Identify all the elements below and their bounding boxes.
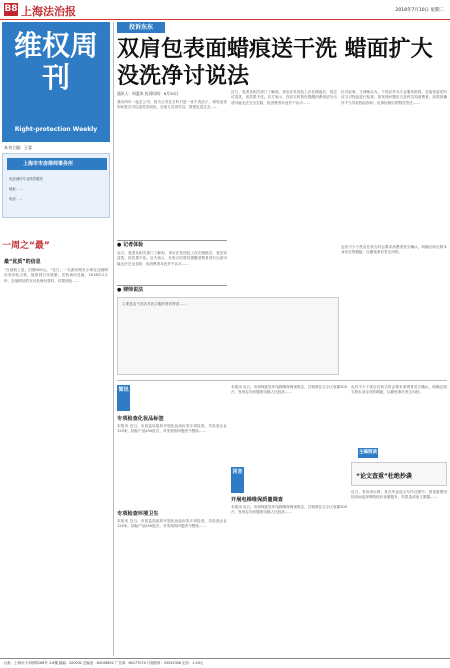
echo-tag: 回音	[231, 467, 244, 493]
article-column-3: 针对此事，王律师认为，干洗店作为专业服务机构，在接受委托时应当对物品进行检查，如发现问题应当及时告知消费者。如果因操作不当导致物品损坏，应承担相应的赔偿责任……	[341, 90, 447, 105]
lawyer-quote-box	[117, 297, 339, 375]
weekly-title: 维权周刊	[13, 29, 98, 94]
ad-slogan: 优质诚信专业高效服务	[9, 177, 43, 181]
editor-headline: “论文查重”杜绝抄袭	[356, 473, 412, 480]
law-firm-ad	[2, 153, 110, 218]
week-best-text: “在那航上是，旧额400元。”近日，一名游民网友小琦在瓦晓网站发布帖文称，他的到日本旅游。在机场向兑换，2018年2月份，在他网站的支付处理付款时，结果到处……	[4, 268, 108, 283]
article-intro: 我有四年一起去公司，因为公司在当时只是一家干洗店子，到电话里询问是否可以清洗双肩包，店里人员说可以，我把包送过去……	[117, 100, 227, 110]
brief-text-2: 本报讯 近日，市质监局组织开展化妆品标签专项检查，共检查企业120家，抽检产品450批次，对发现的问题责令整改……	[117, 519, 227, 529]
section-reporter: ● 记者体验	[117, 240, 227, 249]
weekly-title-block	[2, 22, 110, 142]
brief-text-1: 本报讯 近日，市质监局组织开展化妆品标签专项检查，共检查企业120家，抽检产品450批次，对发现的问题责令整改……	[117, 424, 227, 434]
mid-text-1: 本报讯 近日，市消保委发布电梯维保调查报告，共调查住宅小区电梯300台，发现存在问题的电梯占比较高……	[231, 385, 347, 395]
week-best-subtitle: 最“优质”的信息	[4, 259, 41, 265]
column-kicker: 投诉东东	[117, 22, 165, 33]
ad-phone: 电话：...	[9, 197, 23, 201]
page-number: B8	[4, 4, 18, 14]
editor-headline-box	[351, 462, 447, 486]
sidebar-divider	[113, 22, 114, 656]
weekly-subtitle: Right-protection Weekly	[14, 126, 98, 133]
article-column-2: 近日，笔者从相关部门了解到，该店在发现包上存在蜡痕后，曾尝试清洗，但效果不佳。店方表示，在收衣时曾经提醒消费者部分污渍可能无法完全去除，但消费者对此并不认可……	[231, 90, 337, 105]
horizontal-divider	[117, 380, 447, 381]
issue-date: 2018年7月10日 星期二	[395, 8, 444, 13]
brief-tag: 简讯	[117, 385, 130, 411]
lawyer-quote: 主要是由干洗店对此衣服的材料等质……	[122, 302, 187, 306]
ad-title: 上海市市房律师事务所	[7, 158, 107, 170]
main-headline: 双肩包表面蜡痕送干洗 蜡面扩大没洗净讨说法	[117, 36, 433, 89]
week-best-header: 一周之“最”	[2, 241, 50, 251]
newspaper-logo: 上海法治报	[21, 5, 76, 18]
lawyer-text: 也有不少干洗店在收衣时会要求消费者签字确认，明确注明衣物本身存在的瑕疵，以避免事后发生纠纷。	[341, 245, 447, 255]
section-lawyer: ● 律师说法	[117, 285, 227, 294]
mid-text-2: 本报讯 近日，市消保委发布电梯维保调查报告，共调查住宅小区电梯300台，发现存在问题的电梯占比较高……	[231, 505, 347, 515]
mid-headline-1: 开展电梯维保质量调查	[231, 497, 283, 503]
ad-address: 地址：...	[9, 187, 23, 191]
page-footer: 社址：上海市小木桥路268号 3-6楼 邮编：200032 总编室：64108852 广告部：64177074 订阅热线：20552356 定价：1.50元	[0, 658, 450, 668]
masthead	[0, 0, 450, 20]
editor-reading-tag: 主编阅读	[358, 448, 378, 458]
article-byline: 通讯人：周惠来 投诉时间：6月20日	[117, 91, 179, 96]
brief-headline-1: 专项检查化妆品标签	[117, 416, 164, 422]
right-text-1: 也有不少干洗店在收衣时会要求消费者签字确认，明确注明衣物本身存在的瑕疵，以避免事后发生纠纷。	[351, 385, 447, 395]
brief-headline-2: 专项检查环境卫生	[117, 511, 159, 517]
editor-text: 近日，有读者反映，其在毕业论文写作过程中，因查重费用较高而选择网络低价查重服务，结果造成论文泄露……	[351, 490, 447, 500]
weekly-editor: 本刊主编：王睿	[4, 145, 32, 150]
reporter-text: 近日，笔者从相关部门了解到，该店在发现包上存在蜡痕后，曾尝试清洗，但效果不佳。店方表示，在收衣时曾经提醒消费者部分污渍可能无法完全去除，但消费者对此并不认可……	[117, 251, 227, 266]
